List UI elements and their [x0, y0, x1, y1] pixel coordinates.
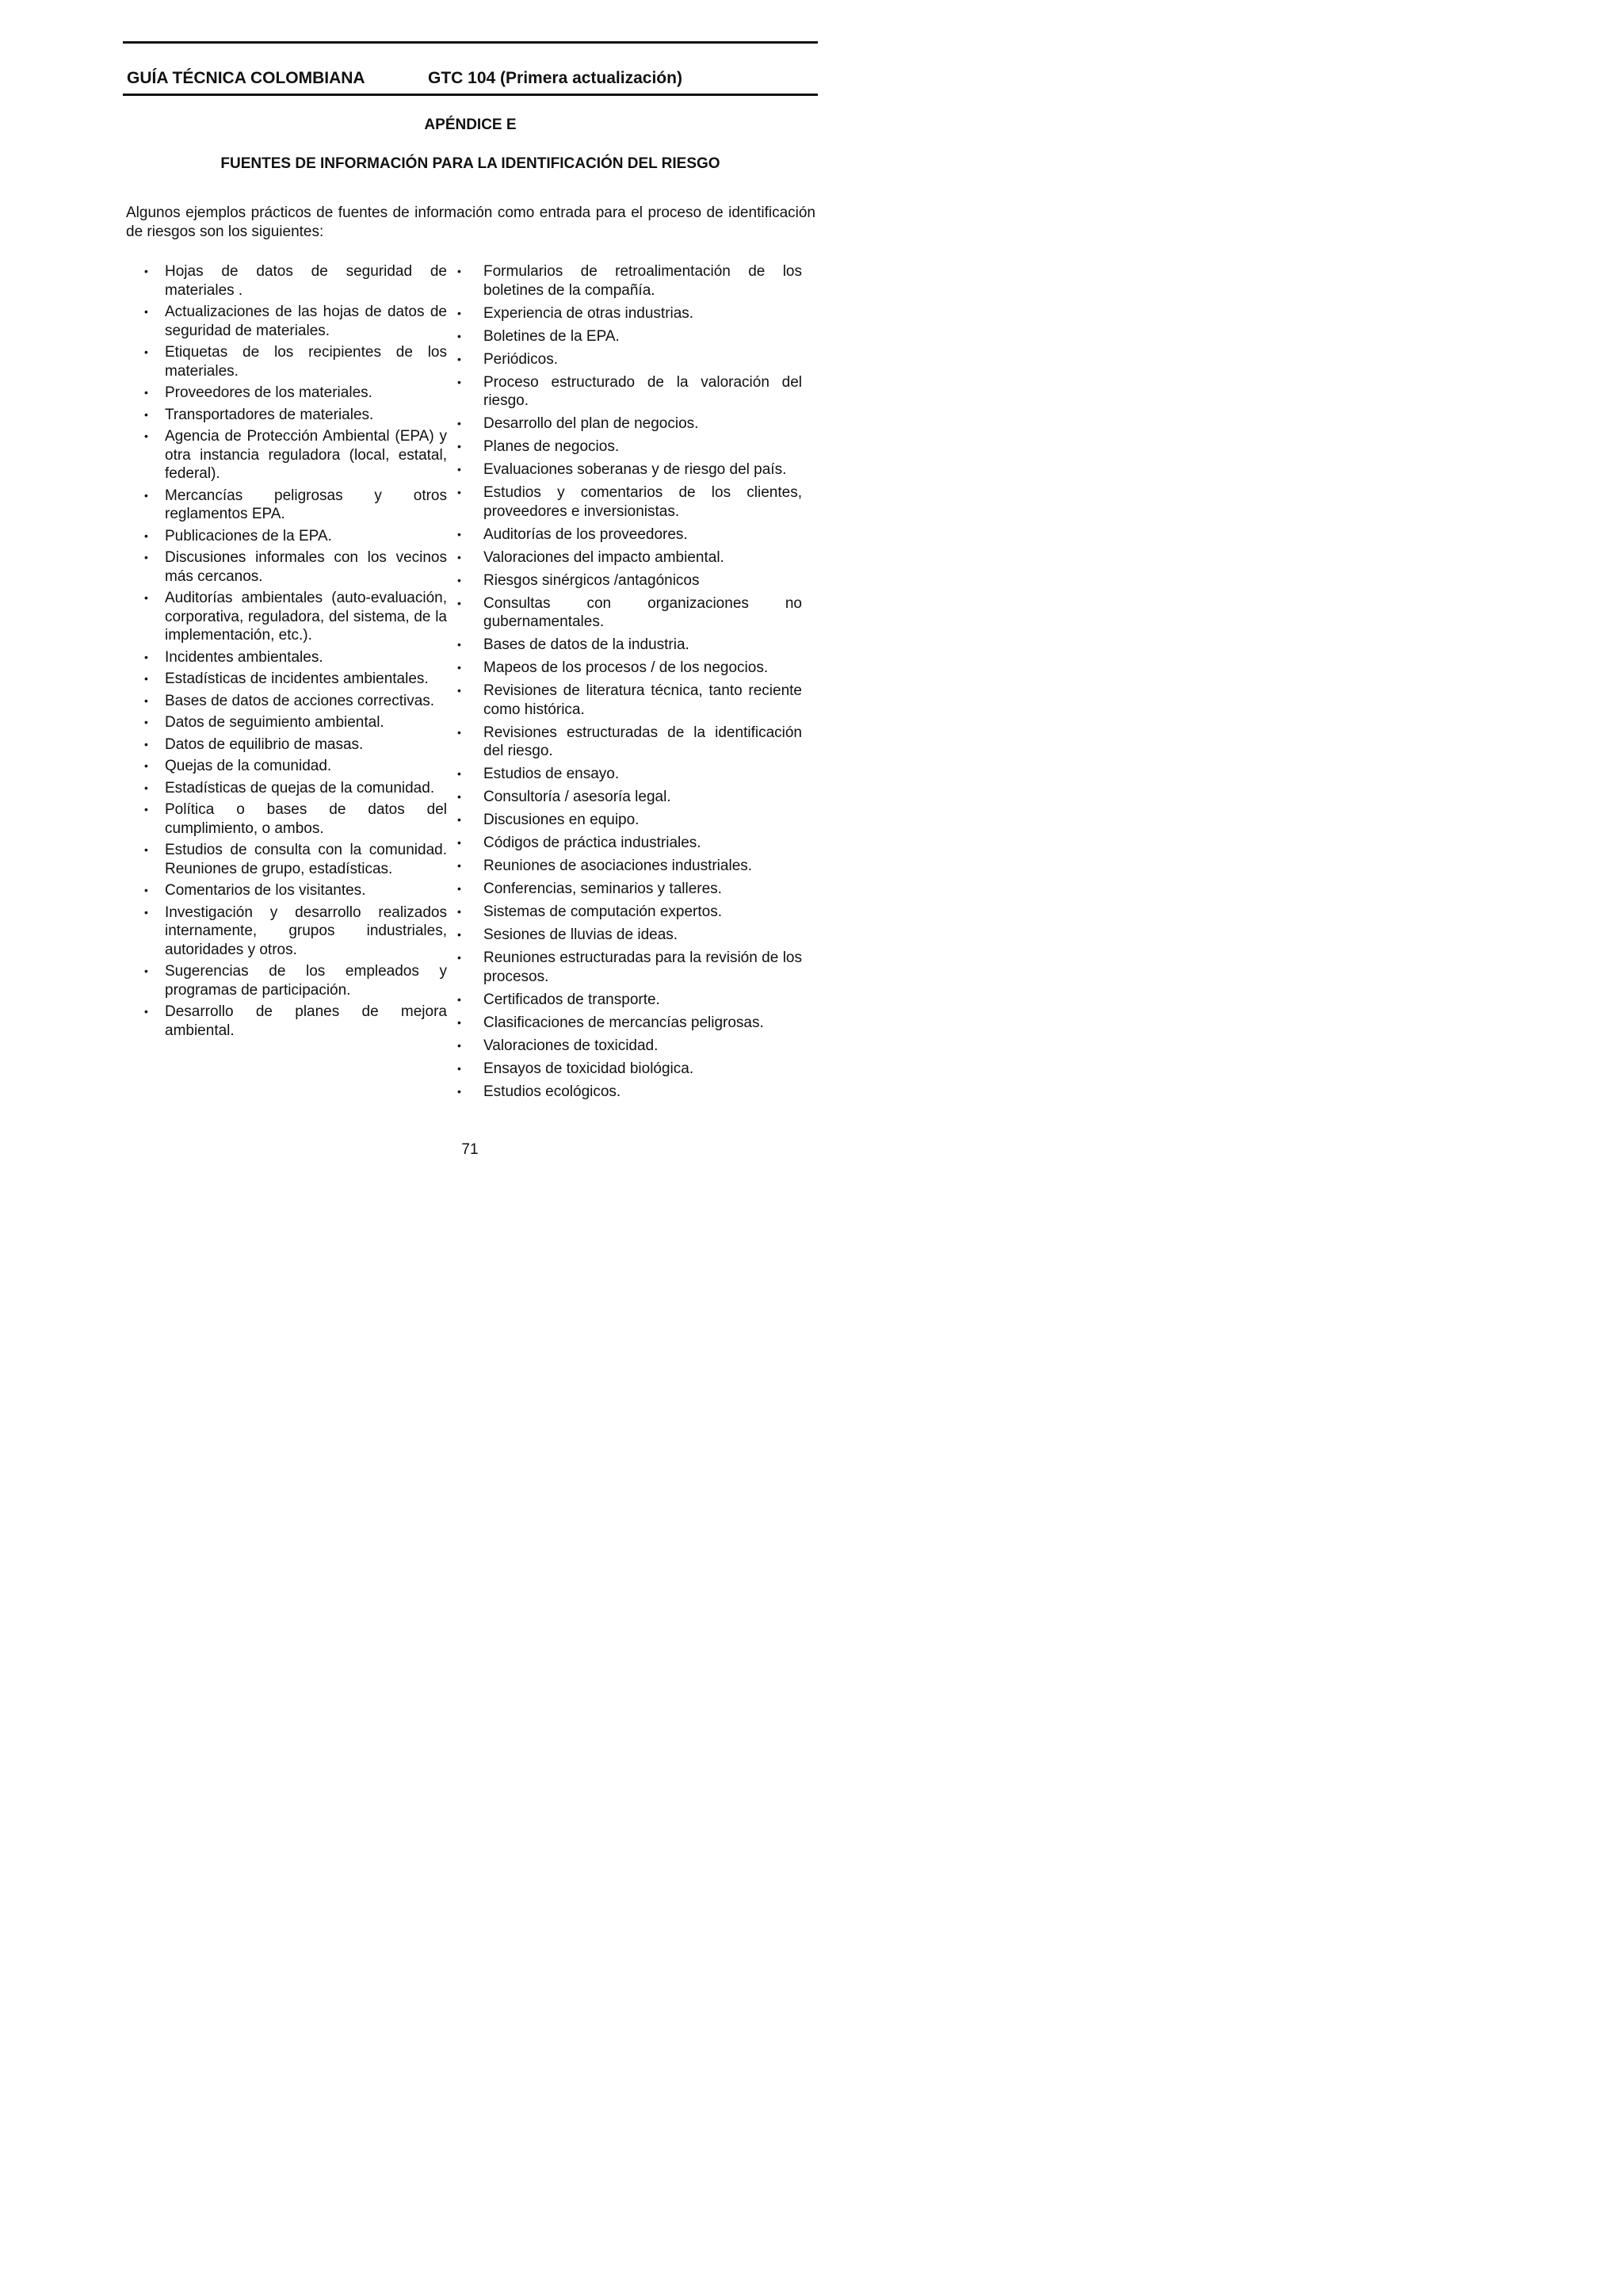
list-item: • Consultoría / asesoría legal. — [483, 788, 802, 807]
list-item: • Bases de datos de la industria. — [483, 636, 802, 655]
list-item: • Periódicos. — [483, 350, 802, 369]
list-item: • Estudios y comentarios de los clientes, proveedores e inversionistas. — [483, 483, 802, 521]
list-item: • Valoraciones de toxicidad. — [483, 1037, 802, 1056]
list-item: • Clasificaciones de mercancías peligrosas. — [483, 1014, 802, 1033]
list-item: • Mercancías peligrosas y otros reglamentos EPA. — [165, 487, 447, 524]
list-item: • Proceso estructurado de la valoración del riesgo. — [483, 373, 802, 411]
header-bottom-rule — [123, 94, 818, 96]
list-item: • Estudios de ensayo. — [483, 765, 802, 784]
list-item: • Discusiones informales con los vecinos más cercanos. — [165, 548, 447, 586]
list-item: • Valoraciones del impacto ambiental. — [483, 548, 802, 567]
list-item: • Agencia de Protección Ambiental (EPA) y otra instancia reguladora (local, estatal, federal). — [165, 427, 447, 483]
list-item: • Incidentes ambientales. — [165, 648, 447, 667]
list-item: • Revisiones estructuradas de la identificación del riesgo. — [483, 724, 802, 761]
list-item: • Estudios de consulta con la comunidad. Reuniones de grupo, estadísticas. — [165, 841, 447, 878]
list-item: • Datos de seguimiento ambiental. — [165, 713, 447, 732]
list-item: • Códigos de práctica industriales. — [483, 834, 802, 853]
list-item: • Reuniones estructuradas para la revisión de los procesos. — [483, 949, 802, 986]
list-item: • Conferencias, seminarios y talleres. — [483, 880, 802, 899]
list-item: • Datos de equilibrio de masas. — [165, 735, 447, 755]
list-item: • Política o bases de datos del cumplimiento, o ambos. — [165, 800, 447, 838]
header-top-rule — [123, 41, 818, 44]
list-item: • Publicaciones de la EPA. — [165, 527, 447, 546]
list-item: • Revisiones de literatura técnica, tanto reciente como histórica. — [483, 682, 802, 719]
list-item: • Sesiones de lluvias de ideas. — [483, 926, 802, 945]
list-item: • Sugerencias de los empleados y programas de participación. — [165, 962, 447, 999]
list-item: • Proveedores de los materiales. — [165, 384, 447, 403]
list-item: • Transportadores de materiales. — [165, 406, 447, 425]
right-bullet-list — [483, 262, 802, 1106]
list-item: • Reuniones de asociaciones industriales. — [483, 857, 802, 876]
intro-paragraph: Algunos ejemplos prácticos de fuentes de información como entrada para el proceso de identificación de riesgos son los siguientes: — [126, 204, 815, 240]
list-item: • Hojas de datos de seguridad de materiales . — [165, 262, 447, 300]
list-item: • Quejas de la comunidad. — [165, 757, 447, 776]
list-item: • Investigación y desarrollo realizados internamente, grupos industriales, autoridades y otros. — [165, 904, 447, 960]
list-item: • Auditorías de los proveedores. — [483, 525, 802, 544]
list-item: • Desarrollo de planes de mejora ambiental. — [165, 1003, 447, 1040]
list-item: • Estudios ecológicos. — [483, 1083, 802, 1102]
list-item: • Actualizaciones de las hojas de datos de seguridad de materiales. — [165, 303, 447, 340]
list-item: • Discusiones en equipo. — [483, 811, 802, 830]
list-item: • Certificados de transporte. — [483, 991, 802, 1010]
list-item: • Formularios de retroalimentación de los boletines de la compañía. — [483, 262, 802, 300]
list-item: • Comentarios de los visitantes. — [165, 881, 447, 900]
page-number: 71 — [461, 1141, 479, 1158]
left-bullet-list — [165, 262, 447, 1043]
list-item: • Evaluaciones soberanas y de riesgo del país. — [483, 460, 802, 479]
list-item: • Sistemas de computación expertos. — [483, 903, 802, 922]
list-item: • Desarrollo del plan de negocios. — [483, 415, 802, 434]
list-item: • Consultas con organizaciones no gubernamentales. — [483, 594, 802, 632]
list-item: • Riesgos sinérgicos /antagónicos — [483, 571, 802, 590]
list-item: • Bases de datos de acciones correctivas. — [165, 692, 447, 711]
list-item: • Ensayos de toxicidad biológica. — [483, 1060, 802, 1079]
list-item: • Mapeos de los procesos / de los negocios. — [483, 659, 802, 678]
document-code-title: GTC 104 (Primera actualización) — [428, 69, 682, 87]
list-item: • Estadísticas de quejas de la comunidad. — [165, 779, 447, 798]
list-item: • Experiencia de otras industrias. — [483, 304, 802, 323]
list-item: • Etiquetas de los recipientes de los materiales. — [165, 343, 447, 380]
list-item: • Auditorías ambientales (auto-evaluación, corporativa, reguladora, del sistema, de la implementación, etc.). — [165, 589, 447, 645]
list-item: • Planes de negocios. — [483, 437, 802, 457]
appendix-title: APÉNDICE E — [424, 117, 517, 133]
list-item: • Boletines de la EPA. — [483, 327, 802, 346]
document-series-title: GUÍA TÉCNICA COLOMBIANA — [127, 69, 365, 87]
section-title: FUENTES DE INFORMACIÓN PARA LA IDENTIFICACIÓN DEL RIESGO — [220, 155, 720, 172]
list-item: • Estadísticas de incidentes ambientales. — [165, 670, 447, 689]
